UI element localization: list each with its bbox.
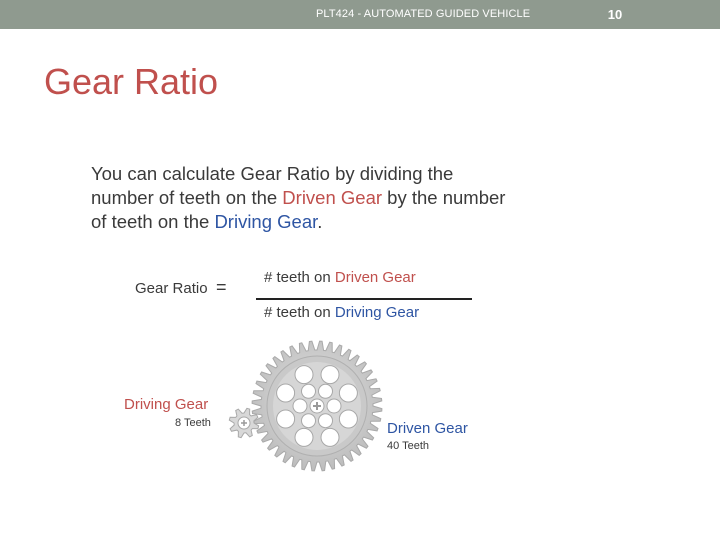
numerator-prefix: # teeth on	[264, 269, 335, 286]
driving-gear-label: Driving Gear	[124, 396, 209, 413]
numerator-gear: Driven Gear	[334, 269, 416, 286]
paragraph-driven-gear: Driven Gear	[282, 187, 383, 208]
equation-equals: =	[216, 277, 227, 297]
equation-label: Gear Ratio	[135, 280, 208, 297]
paragraph-driving-gear: Driving Gear	[214, 211, 318, 232]
header-title: PLT424 - AUTOMATED GUIDED VEHICLE	[316, 8, 531, 20]
slide-title: Gear Ratio	[44, 61, 219, 102]
paragraph-text-2: by the number of teeth on the	[91, 187, 506, 232]
paragraph-text-1: You can calculate Gear Ratio by dividing the number of teeth on the	[91, 163, 454, 208]
driven-gear-icon	[252, 341, 382, 471]
page-number: 10	[607, 7, 623, 22]
driving-gear-teeth: 8 Teeth	[175, 417, 211, 429]
denominator-prefix: # teeth on	[264, 304, 335, 321]
denominator-gear: Driving Gear	[334, 304, 420, 321]
paragraph-text-3: .	[317, 211, 323, 232]
driven-gear-label: Driven Gear	[387, 420, 468, 437]
driven-gear-teeth: 40 Teeth	[387, 440, 430, 452]
